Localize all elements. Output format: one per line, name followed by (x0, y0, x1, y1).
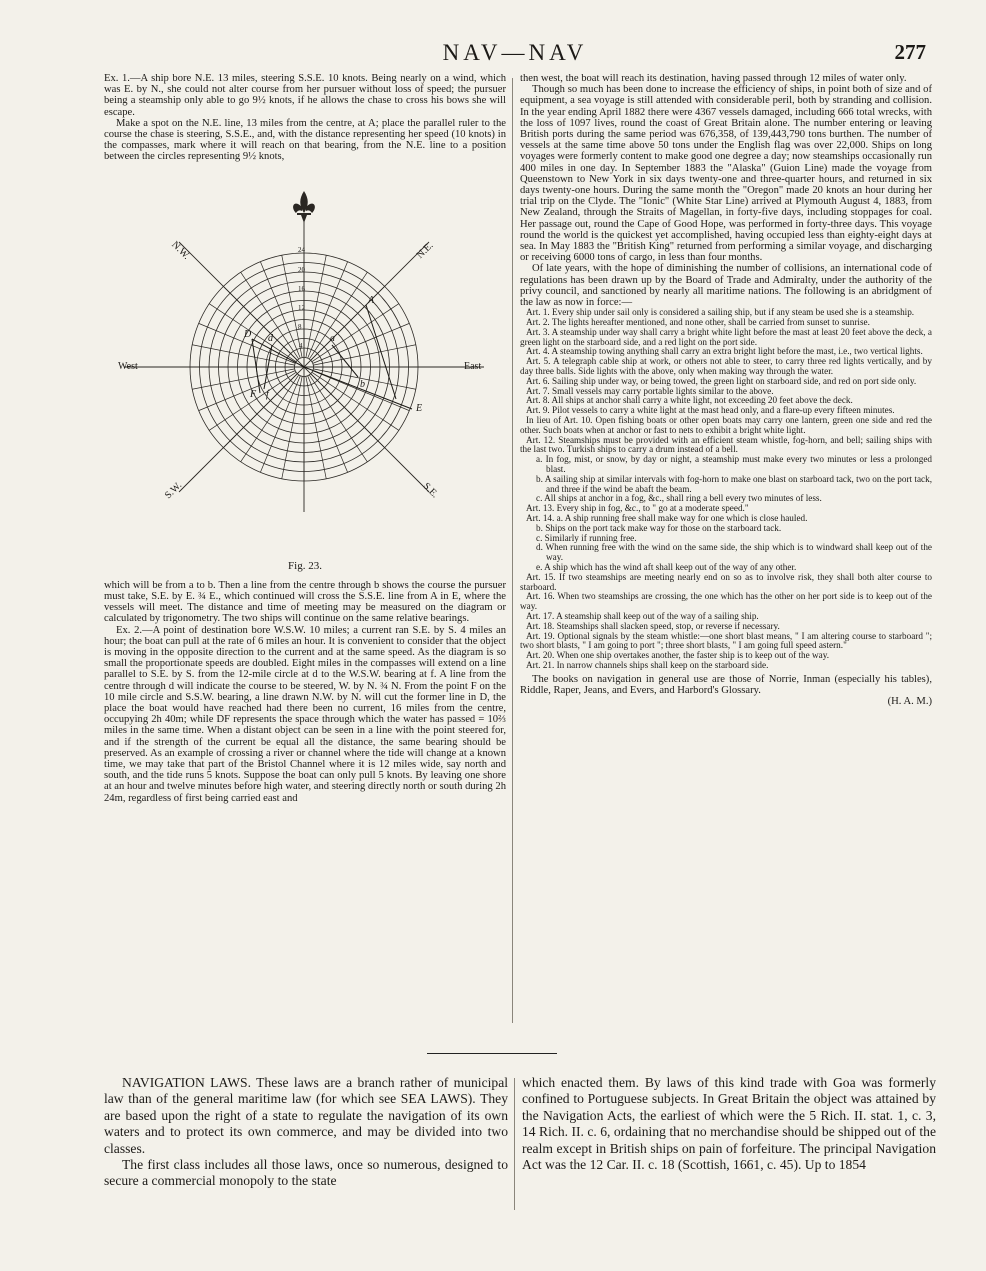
article: Art. 18. Steamships shall slacken speed, stop, or reverse if necessary. (526, 620, 780, 631)
column-divider (512, 78, 513, 1023)
article: Art. 3. A steamship under way shall carry a bright white light before the mast at least 20 feet above the deck, a green light on the starboard side, and a red light on the port side. (520, 326, 932, 347)
compass-spoke (192, 344, 294, 364)
left-column (104, 73, 506, 804)
point-d-label: d (268, 332, 273, 344)
ring-label-20: 20 (298, 265, 305, 274)
article-clause: a. In fog, mist, or snow, by day or night, a steamship must make every two minutes or less a prolonged blast. (536, 454, 932, 475)
figure-caption: Fig. 23. (288, 559, 322, 572)
paragraph: then west, the boat will reach its destination, having passed through 12 miles of water only. (520, 73, 907, 84)
article-clause: b. Ships on the port tack make way for those on the starboard tack. (536, 522, 782, 533)
running-head: NAV—NAV (442, 40, 588, 65)
paragraph: Ex. 2.—A point of destination bore W.S.W. 10 miles; a current ran S.E. by S. 4 miles an hour; the boat can pull at the rate of 6 miles an hour. It is convenient to consider that the object is moving in the opposite direction to the current and at the same speed. As the diagram is so small the proportionate speeds are doubled. Eight miles in the compasses will extend on a line parallel to S.E. by S. from the 12-mile circle at d to the W.S.W. bearing at f. A line from the centre through d will indicate the course to be steered, W. by N. ¾ N. From the point F on the 10 mile circle and S.S.W. bearing, a line drawn N.W. by N. will cut the former line in D, the place the boat would have reached had there been no current, 16 miles from the centre, occupying 2h 40m; while DF represents the space through which the water has passed = 10⅔ miles in the same time. When a distant object can be seen in a line with the point steered for, and if the strength of the current be equal all the distance, the same bearing should be preserved. As an example of crossing a river or channel where the tide will change at a known time, we may take that part of the Bristol Channel where it is 12 miles wide, say north and south, and the tide runs 5 knots. Suppose the boat can only pull 5 knots. By leaving one shore at an hour and twelve minutes before high water, and steering directly north or south during 2h 24m, regardless of first being carried east and (104, 624, 506, 804)
compass-diagram (104, 167, 506, 555)
article: Art. 12. Steamships must be provided with an efficient steam whistle, fog-horn, and bell; sailing ships with the last two. Turkish ships to carry a drum instead of a bell. (520, 434, 932, 455)
point-A-label: A (368, 294, 375, 306)
regulations-list (520, 308, 932, 670)
compass-spoke (209, 372, 296, 430)
east-label: East (464, 360, 482, 372)
bottom-right-column (522, 1075, 936, 1173)
compass-spoke (282, 376, 302, 478)
sw-label: S.W. (162, 479, 185, 501)
compass-spoke (313, 344, 415, 364)
article-clause: b. A sailing ship at similar intervals with fog-horn to make one blast on starboard tack, two on the port tack, and three if the wind be abaft the beam. (536, 473, 932, 494)
point-F-label: F (250, 388, 257, 400)
paragraph: The first class includes all those laws, once so numerous, designed to secure a commercial monopoly to the state (104, 1157, 508, 1189)
west-label: West (118, 360, 138, 372)
compass-spoke (306, 376, 326, 478)
compass-spoke (312, 372, 399, 430)
compass-spoke (309, 272, 367, 359)
signature-row (520, 696, 932, 707)
point-E-label: E (416, 402, 423, 414)
paragraph: Of late years, with the hope of diminishing the number of collisions, an international code of regulations has been drawn up by the Board of Trade and Admiralty, under the authority of the privy council, and sanctioned by nearly all maritime nations. The following is an abridgment of the law as now in force:— (520, 263, 932, 309)
author-initials: (H. A. M.) (887, 696, 932, 708)
line-centre-to-D (252, 339, 304, 367)
point-a-label: a (330, 332, 335, 344)
article: Art. 16. When two steamships are crossing, the one which has the other on her port side is to keep out of the way. (520, 591, 932, 612)
point-b-label: b (360, 378, 365, 390)
article: Art. 9. Pilot vessels to carry a white light at the mast head only, and a flare-up every fifteen minutes. (526, 405, 895, 416)
compass-rose-svg (104, 167, 506, 555)
article: Art. 7. Small vessels may carry portable lights similar to the above. (526, 385, 774, 396)
compass-spoke (192, 368, 294, 388)
compass-spoke (209, 303, 296, 361)
article: Art. 6. Sailing ship under way, or being towed, the green light on starboard side, and red on port side only. (526, 375, 917, 386)
right-column (520, 73, 932, 707)
article: Art. 1. Every ship under sail only is considered a sailing ship, but if any steam be used she is a steamship. (526, 307, 915, 318)
article: In lieu of Art. 10. Open fishing boats or other open boats may carry one lantern, green one side and red the other. Such boats when at anchor or fast to nets to exhibit a bright white light. (520, 415, 932, 435)
article-clause: e. A ship which has the wind aft shall keep out of the way of any other. (536, 561, 797, 572)
article: Art. 2. The lights hereafter mentioned, and none other, shall be carried from sunset to sunrise. (526, 317, 870, 328)
article-clause: c. All ships at anchor in a fog, &c., shall ring a bell every two minutes of less. (536, 493, 822, 504)
article-clause: d. When running free with the wind on the same side, the ship which is to windward shall keep out of the way. (536, 542, 932, 563)
nw-label: N.W. (169, 238, 192, 262)
article: Art. 17. A steamship shall keep out of the way of a sailing ship. (526, 610, 759, 621)
ne-label: N.E. (414, 239, 436, 261)
ring-label-4: 4 (299, 341, 303, 350)
ring-label-16: 16 (298, 284, 305, 293)
ring-label-24: 24 (298, 245, 305, 254)
compass-spoke (312, 303, 399, 361)
article: Art. 5. A telegraph cable ship at work, or others not able to steer, to carry three red lights vertically, and by day three balls. Side lights with the above, only when making way through the water. (520, 356, 932, 377)
point-f-label: f (266, 388, 269, 400)
compass-spoke (306, 255, 326, 357)
paragraph: Make a spot on the N.E. line, 13 miles from the centre, at A; place the parallel ruler to the course the chase is steering, S.S.E., and, with the distance representing her speed (10 knots) in the compasses, mark where it will reach on that bearing, from the N.E. line to a position between the circles representing 9½ knots, (104, 117, 506, 163)
bottom-left-column (104, 1075, 508, 1190)
article: Art. 21. In narrow channels ships shall keep on the starboard side. (526, 659, 769, 670)
line-A-to-E (366, 305, 396, 399)
article: Art. 19. Optional signals by the steam whistle:—one short blast means, " I am altering course to starboard "; two short blasts, " I am going to port "; three short blasts, " I am going full speed astern." (520, 630, 932, 651)
compass-spoke (241, 272, 299, 359)
paragraph: Ex. 1.—A ship bore N.E. 13 miles, steering S.S.E. 10 knots. Being nearly on a wind, which was E. by N., she could not alter course from her pursuer without loss of speed; the pursuer being a steamship only able to go 9½ knots, if he allows the chase to cross his bows she will escape. (104, 73, 506, 118)
point-D-label: D (244, 328, 252, 340)
paragraph: Though so much has been done to increase the efficiency of ships, in point both of size and of equipment, a sea voyage is still attended with considerable peril, both by stranding and collision. In the year ending April 1882 there were 4367 vessels damaged, including 666 total wrecks, with the loss of 1097 lives, round the coast of Great Britain alone. The number entering or leaving British ports during the same period was 676,358, of 139,443,790 tons burthen. The number of vessels at the same time above 50 tons under the English flag was over 22,000. Ships on long voyages were formerly content to make good one degree a day; now steamships occasionally run 400 miles in one day. In September 1883 the "Alaska" (Guion Line) made the voyage from Queenstown to New York in six days twenty-one and three-quarter hours, and returned in six days twenty-one hours. During the same month the "Oregon" made 20 knots an hour during her trial trip on the Clyde. The "Ionic" (White Star Line) arrived at Plymouth August 4, 1883, from New Zealand, through the Straits of Magellan, in forty-five days, including stoppages for coal. Her passage out, round the Cape of Good Hope, was performed in forty-three days. This voyage round the world is the quickest yet accomplished, having occupied less than eighty-eight days at sea. In May 1883 the "British King" returned from performing a similar voyage, and discharging or receiving 6000 tons of cargo, in less than four months. (520, 84, 932, 264)
column-divider (514, 1078, 515, 1210)
article: Art. 20. When one ship overtakes another, the faster ship is to keep out of the way. (526, 650, 829, 661)
paragraph: NAVIGATION LAWS. These laws are a branch rather of municipal law than of the general maritime law (for which see SEA LAWS). They are based upon the right of a state to regulate the navigation of its own waters and to protect its own commerce, and may be divided into two classes. (104, 1075, 508, 1156)
page-number: 277 (894, 40, 926, 64)
article: Art. 13. Every ship in fog, &c., to " go at a moderate speed." (526, 503, 749, 514)
ring-label-12: 12 (298, 303, 305, 312)
article-clause: c. Similarly if running free. (536, 532, 637, 543)
article: Art. 8. All ships at anchor shall carry a white light, not exceeding 20 feet above the deck. (526, 395, 853, 406)
article: Art. 4. A steamship towing anything shall carry an extra bright light before the mast, i.e., two vertical lights. (526, 346, 923, 357)
section-rule (427, 1053, 557, 1054)
compass-spoke (241, 375, 299, 462)
paragraph: which enacted them. By laws of this kind trade with Goa was formerly confined to Portuguese subjects. In Great Britain the object was attained by the Navigation Acts, the earliest of which were the 5 Rich. II. stat. 1, c. 3, 14 Rich. II. c. 6, ordaining that no merchandise should be shipped out of the realm except in British ships on pain of forfeiture. The principal Navigation Act was the 12 Car. II. c. 18 (Scottish, 1661, c. 45). Up to 1854 (522, 1075, 936, 1173)
paragraph: which will be from a to b. Then a line from the centre through b shows the course the pursuer must take, S.E. by E. ¾ E., which continued will cross the S.S.E. line from A in E, where the vessels will meet. The distance and time of meeting may be measured on the diagram or calculated by trigonometry. The two ships will continue on the same relative bearings. (104, 579, 506, 625)
se-label: S.E. (420, 480, 441, 500)
article: Art. 15. If two steamships are meeting nearly end on so as to involve risk, they shall both alter course to starboard. (520, 571, 932, 592)
books-paragraph: The books on navigation in general use are those of Norrie, Inman (especially his tables), Riddle, Raper, Jeans, and Evers, and Harbord's Glossary. (520, 673, 932, 696)
ring-label-8: 8 (298, 322, 302, 331)
fleur-de-lis-icon (293, 191, 315, 223)
page-header (100, 40, 930, 70)
article: Art. 14. a. A ship running free shall make way for one which is close hauled. (526, 513, 808, 523)
